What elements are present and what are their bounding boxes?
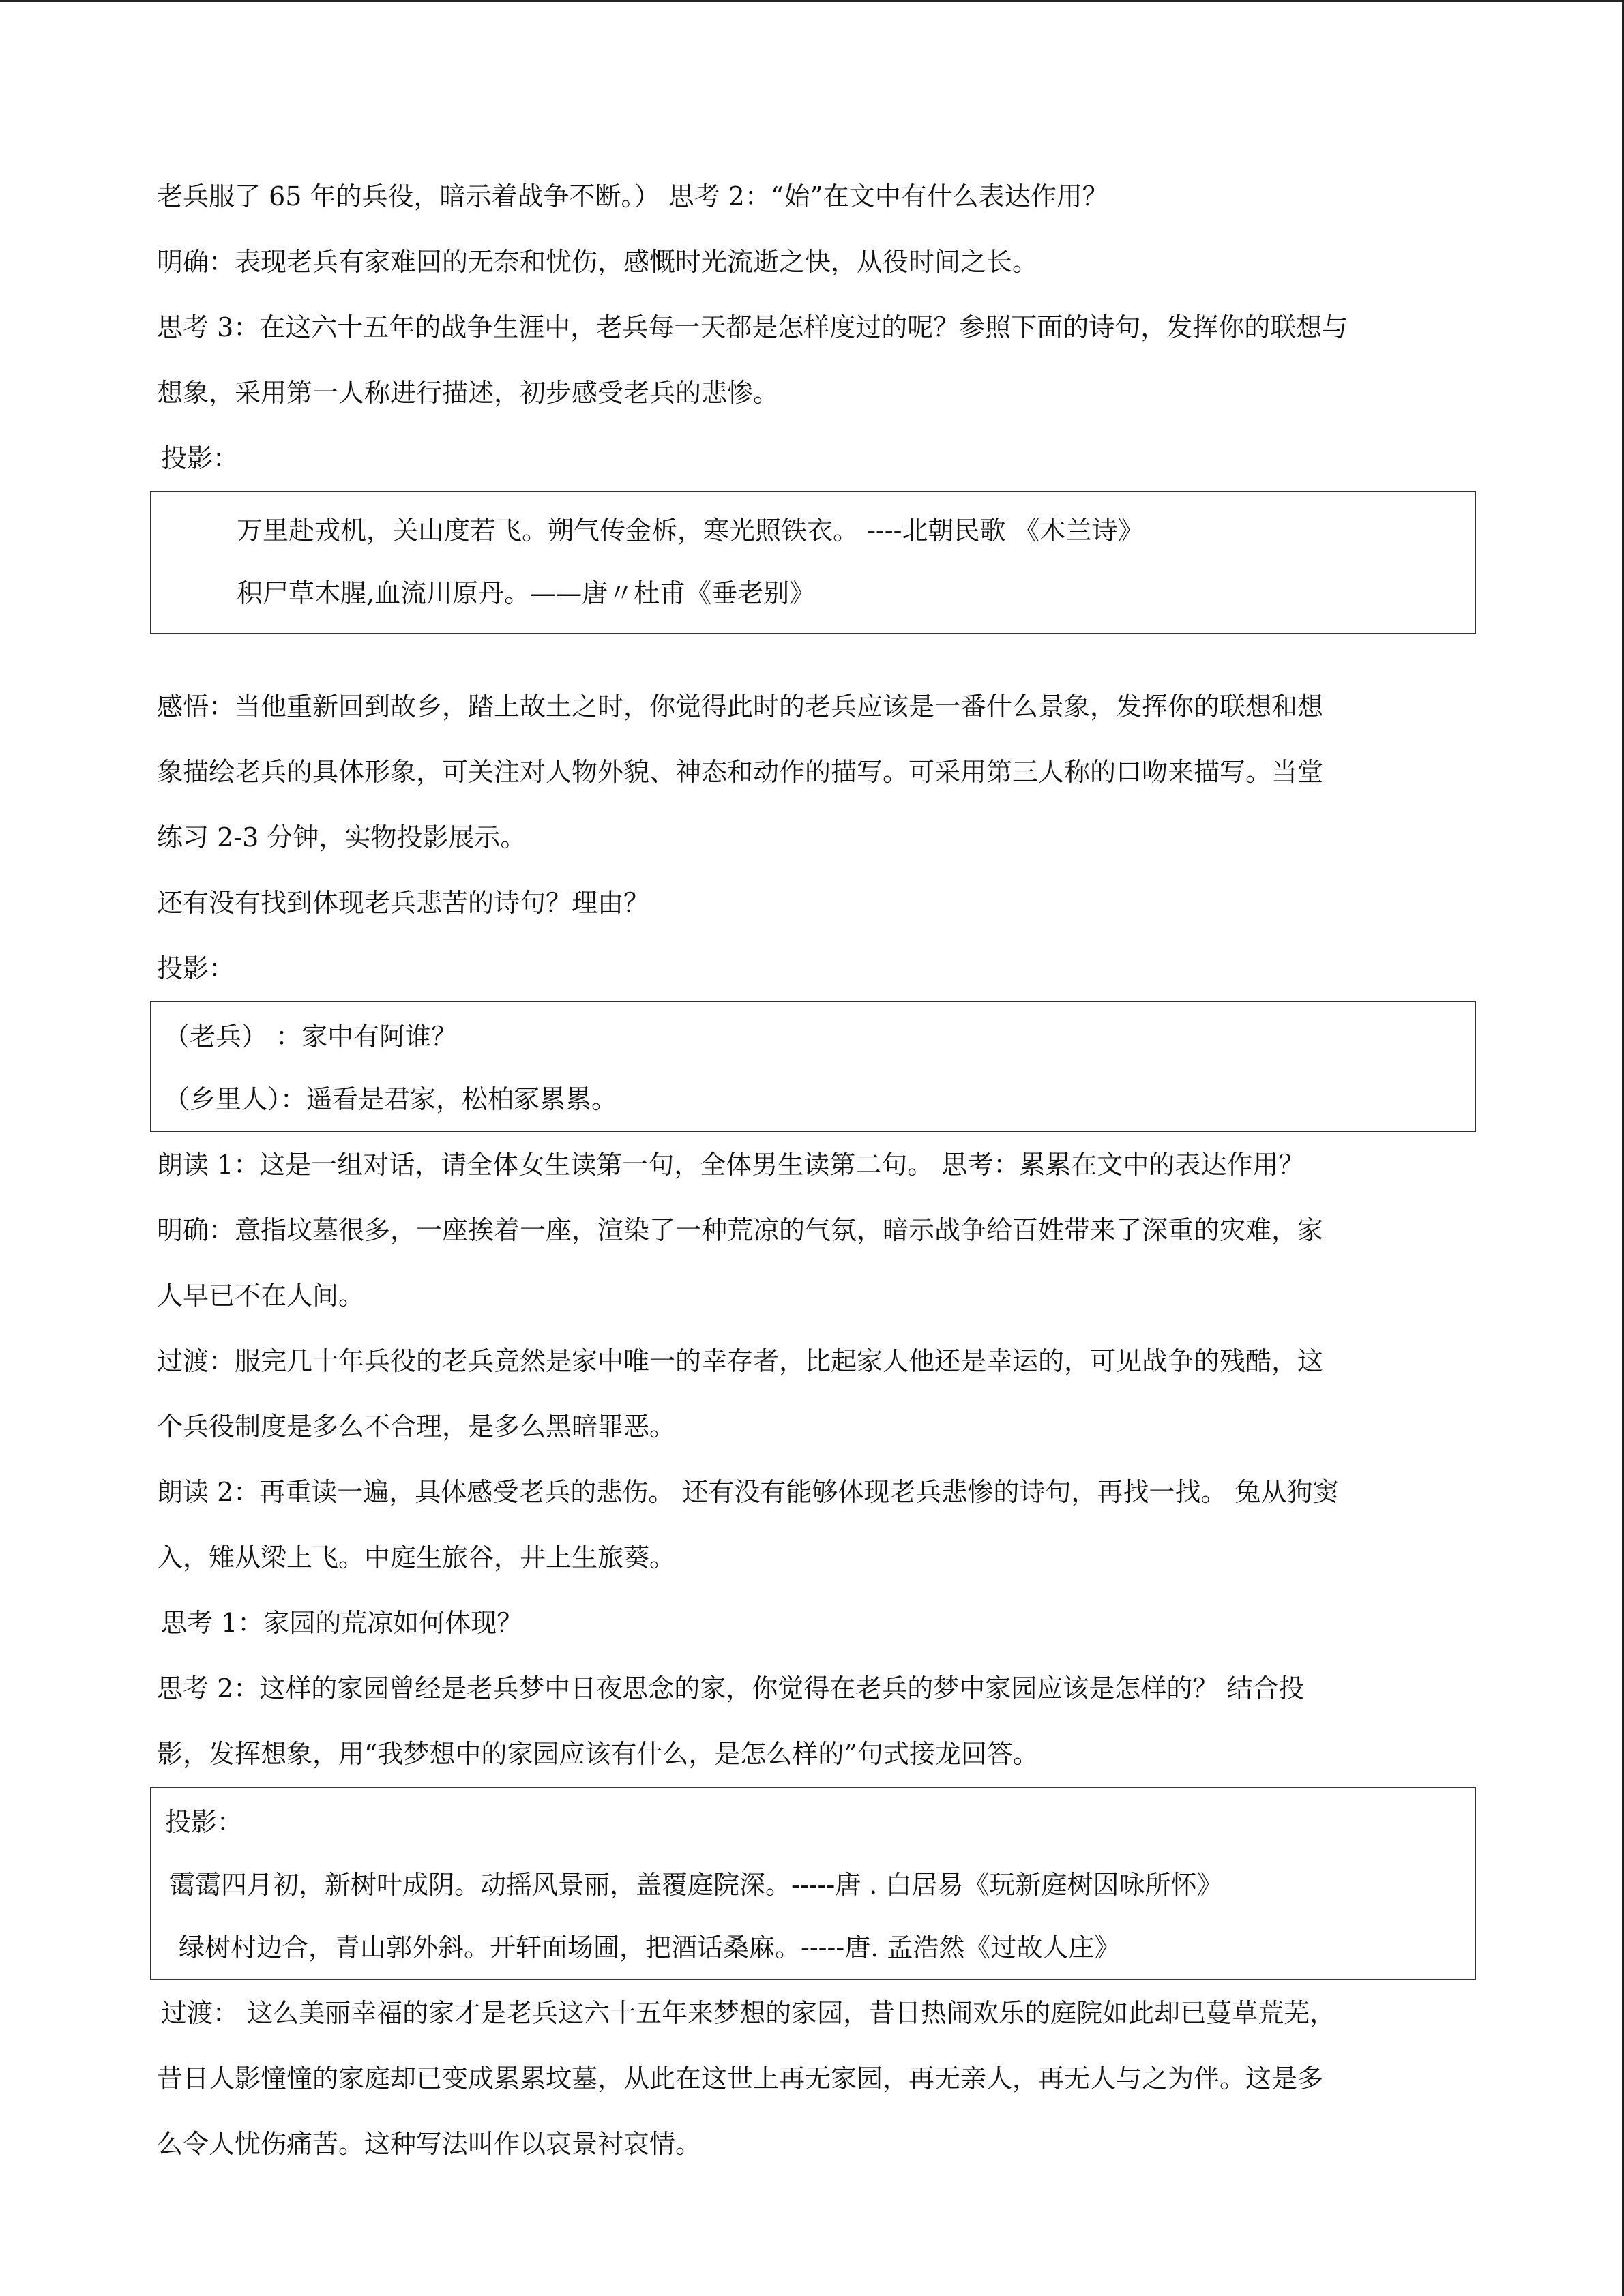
paragraph-line: 明确：表现老兵有家难回的无奈和忧伤，感慨时光流逝之快，从役时间之长。 bbox=[157, 247, 1039, 277]
quote-line: （老兵） ：家中有阿谁？ bbox=[164, 1022, 458, 1052]
document-body bbox=[157, 164, 1480, 2177]
quote-line: （乡里人）：遥看是君家，松柏冢累累。 bbox=[164, 1084, 618, 1114]
paragraph-line: 人早已不在人间。 bbox=[157, 1281, 365, 1311]
quote-box-poems-home bbox=[150, 1787, 1476, 1980]
paragraph-line: 朗读 2：再重读一遍，具体感受老兵的悲伤。 还有没有能够体现老兵悲惨的诗句，再找一找。 兔从狗窦 bbox=[157, 1477, 1339, 1507]
quote-line: 积尸草木腥,血流川原丹。——唐〃杜甫《垂老别》 bbox=[237, 578, 816, 608]
paragraph-line: 昔日人影憧憧的家庭却已变成累累坟墓，从此在这世上再无家园，再无亲人，再无人与之为伴。这是多 bbox=[157, 2063, 1324, 2093]
quote-line: 霭霭四月初，新树叶成阴。动摇风景丽，盖覆庭院深。-----唐 . 白居易《玩新庭树因咏所怀》 bbox=[169, 1870, 1223, 1900]
paragraph-line: 思考 2：这样的家园曾经是老兵梦中日夜思念的家，你觉得在老兵的梦中家园应该是怎样的？ 结合投 bbox=[157, 1673, 1305, 1703]
paragraph-line: 朗读 1：这是一组对话，请全体女生读第一句，全体男生读第二句。 思考：累累在文中的表达作用？ bbox=[157, 1150, 1305, 1180]
paragraph-line: 明确：意指坟墓很多，一座挨着一座，渲染了一种荒凉的气氛，暗示战争给百姓带来了深重的灾难，家 bbox=[157, 1215, 1324, 1245]
quote-line: 万里赴戎机，关山度若飞。朔气传金柝，寒光照铁衣。 ----北朝民歌 《木兰诗》 bbox=[237, 516, 1144, 546]
quote-box-dialogue bbox=[150, 1001, 1476, 1132]
paragraph-line: 过渡： 这么美丽幸福的家才是老兵这六十五年来梦想的家园，昔日热闹欢乐的庭院如此却已蔓草荒芜， bbox=[161, 1998, 1336, 2028]
page-border-top bbox=[0, 0, 1624, 2]
quote-box-poems-war bbox=[150, 491, 1476, 634]
paragraph-line: 么令人忧伤痛苦。这种写法叫作以哀景衬哀情。 bbox=[157, 2129, 702, 2159]
paragraph-line: 影，发挥想象，用“我梦想中的家园应该有什么，是怎么样的”句式接龙回答。 bbox=[157, 1739, 1039, 1769]
projection-label: 投影： bbox=[157, 953, 235, 983]
paragraph-line: 个兵役制度是多么不合理，是多么黑暗罪恶。 bbox=[157, 1412, 676, 1442]
paragraph-line: 过渡：服完几十年兵役的老兵竟然是家中唯一的幸存者，比起家人他还是幸运的，可见战争的残酷，这 bbox=[157, 1346, 1324, 1376]
quote-line: 绿树村边合，青山郭外斜。开轩面场圃，把酒话桑麻。-----唐. 孟浩然《过故人庄》 bbox=[179, 1933, 1121, 1963]
paragraph-line: 练习 2-3 分钟，实物投影展示。 bbox=[157, 822, 527, 852]
paragraph-line: 老兵服了 65 年的兵役，暗示着战争不断。） 思考 2：“始”在文中有什么表达作用？ bbox=[157, 181, 1108, 211]
paragraph-line: 还有没有找到体现老兵悲苦的诗句？理由？ bbox=[157, 888, 650, 918]
paragraph-line: 入，雉从梁上飞。中庭生旅谷，井上生旅葵。 bbox=[157, 1542, 676, 1572]
paragraph-line: 思考 3：在这六十五年的战争生涯中，老兵每一天都是怎样度过的呢？参照下面的诗句，发挥你的联想与 bbox=[157, 312, 1348, 342]
projection-label: 投影： bbox=[165, 1807, 243, 1837]
paragraph-line: 象描绘老兵的具体形象，可关注对人物外貌、神态和动作的描写。可采用第三人称的口吻来描写。当堂 bbox=[157, 757, 1324, 787]
spacer bbox=[157, 634, 1480, 674]
paragraph-line: 思考 1：家园的荒凉如何体现？ bbox=[161, 1608, 523, 1638]
paragraph-line: 感悟：当他重新回到故乡，踏上故土之时，你觉得此时的老兵应该是一番什么景象，发挥你的联想和想 bbox=[157, 691, 1324, 721]
paragraph-line: 想象，采用第一人称进行描述，初步感受老兵的悲惨。 bbox=[157, 378, 780, 408]
projection-label: 投影： bbox=[161, 443, 239, 473]
